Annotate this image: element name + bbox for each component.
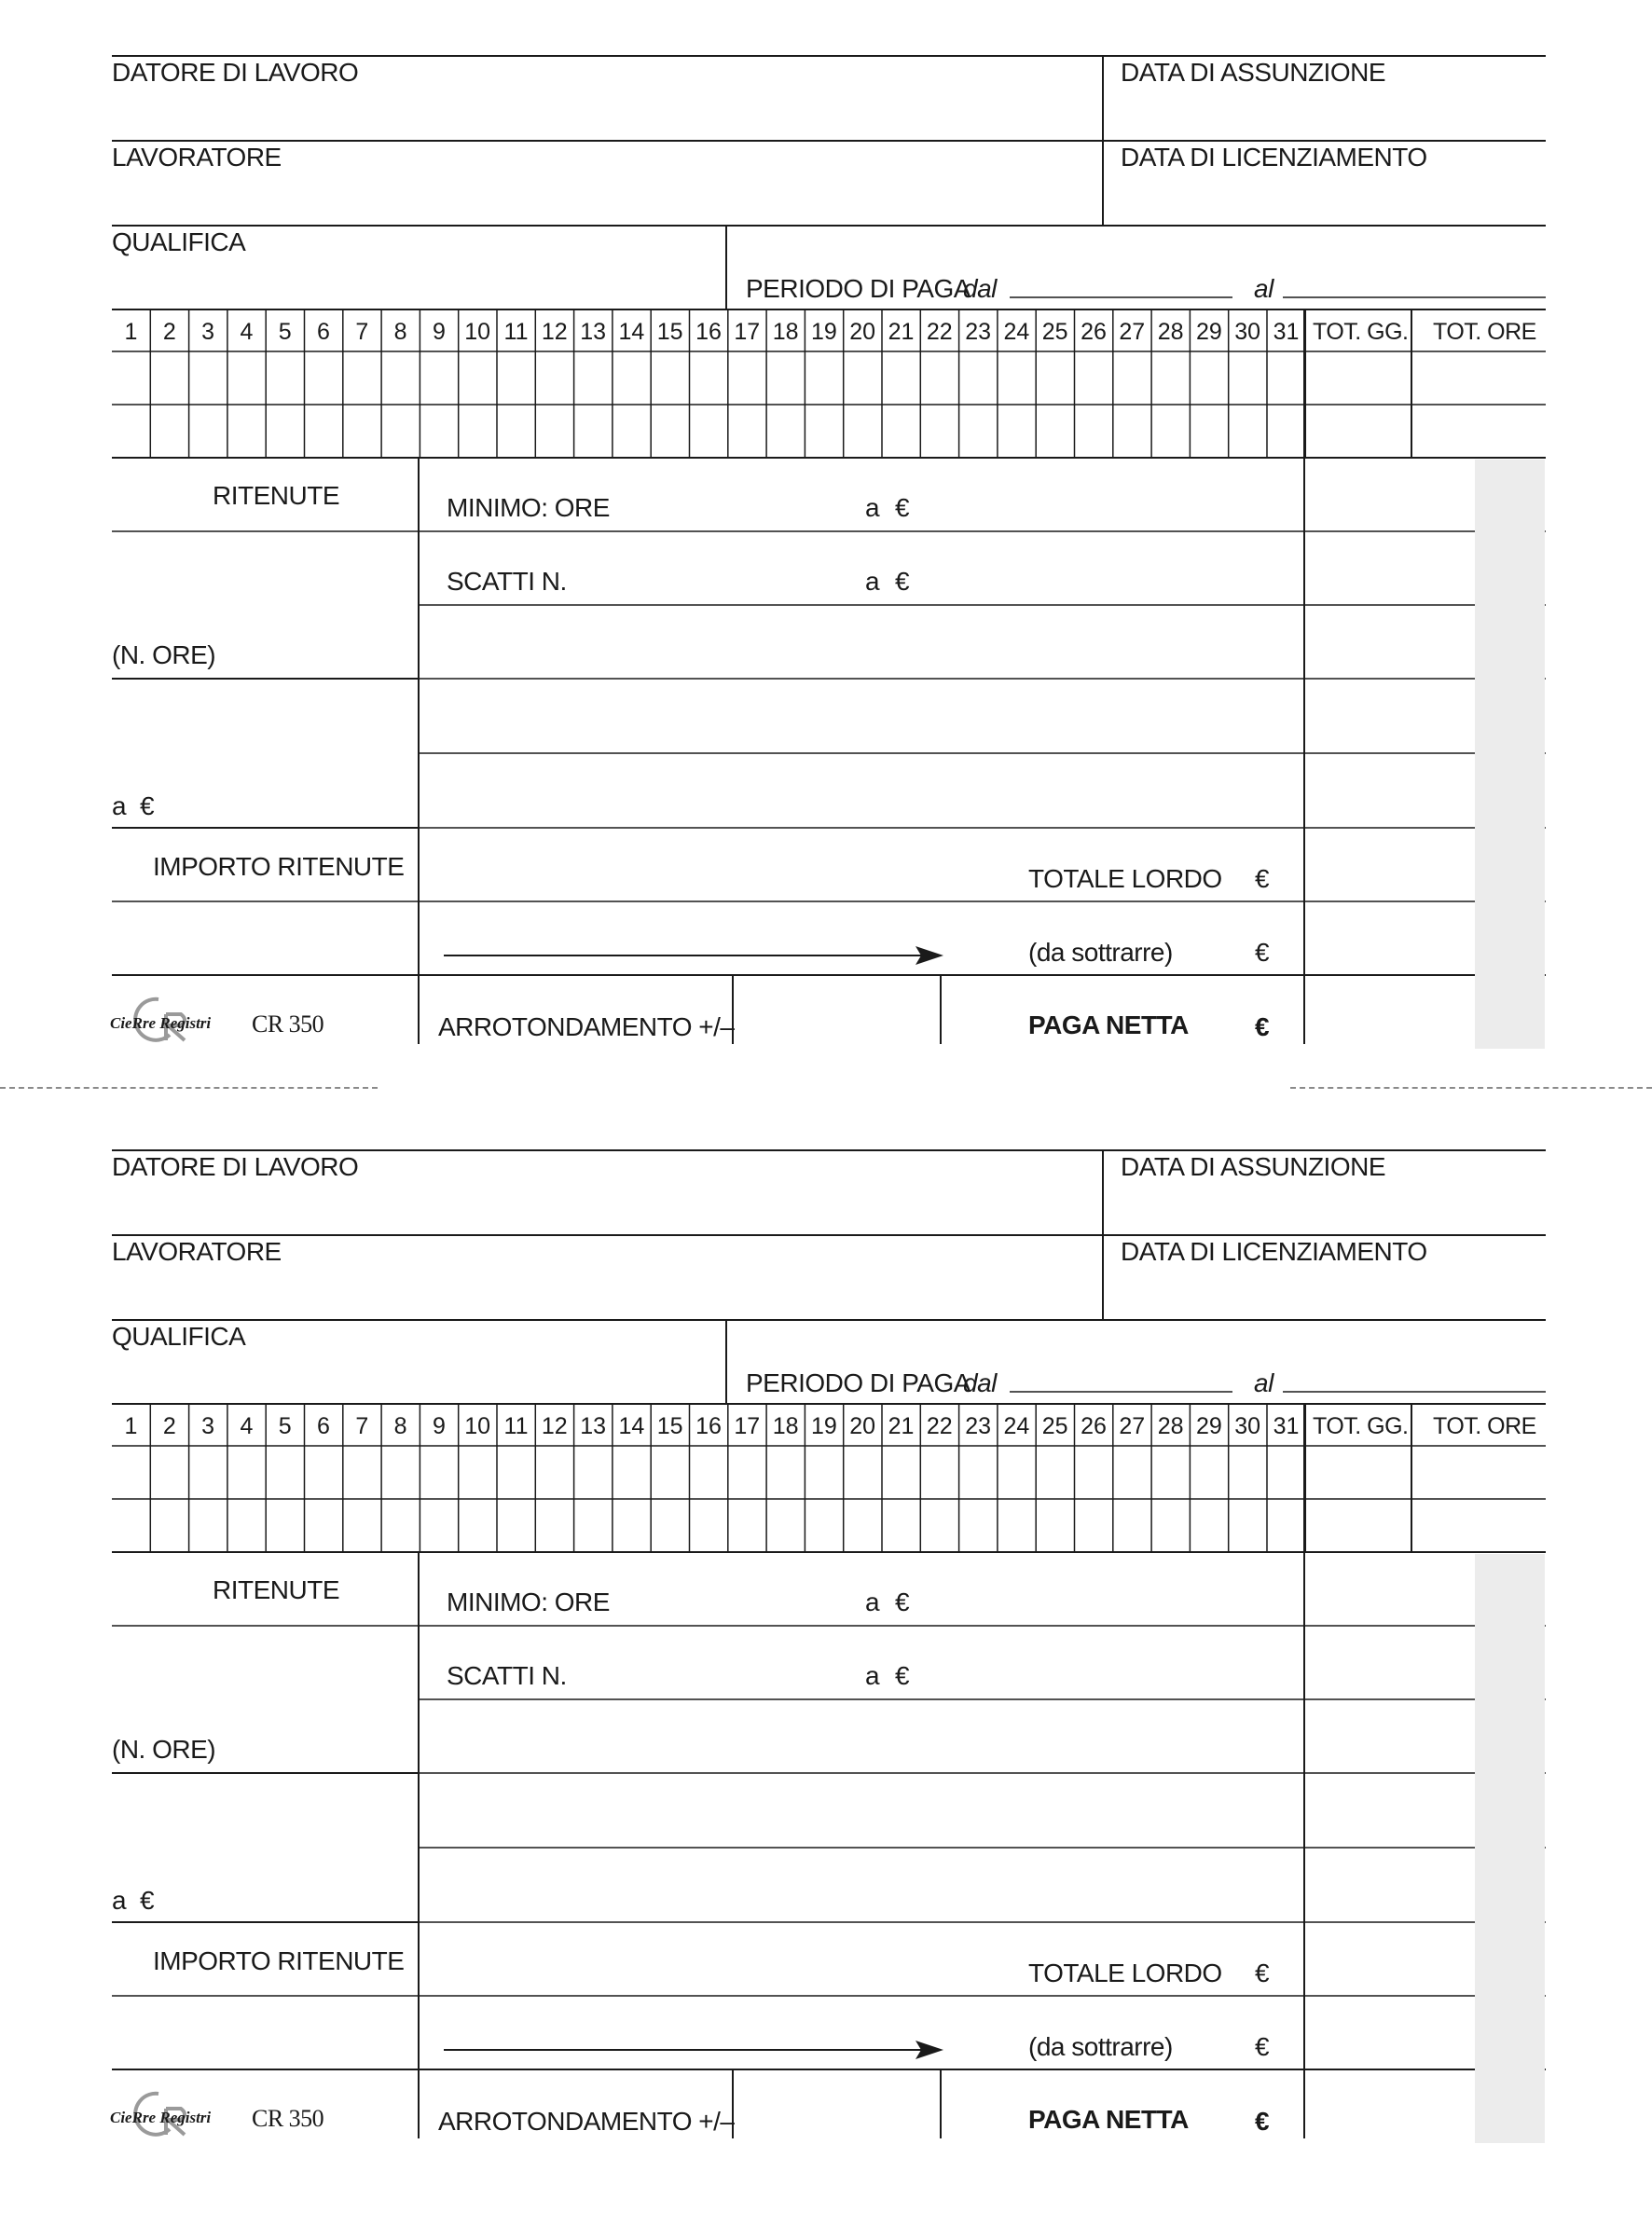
min-hours-currency: €: [895, 493, 910, 522]
net-pay-label: PAGA NETTA: [1028, 1010, 1189, 1039]
day-number: 6: [317, 319, 330, 345]
day-number: 19: [810, 1413, 837, 1439]
day-number: 8: [393, 319, 407, 345]
rounding-label: ARROTONDAMENTO +/–: [438, 1012, 735, 1041]
day-number: 2: [162, 1413, 176, 1439]
logo-text: CieRre Registri: [110, 1014, 212, 1032]
day-number: 23: [965, 1413, 991, 1439]
day-number: 2: [162, 319, 176, 345]
day-number: 5: [278, 319, 292, 345]
form-code: CR 350: [252, 1010, 324, 1038]
withholdings-label: RITENUTE: [213, 1575, 339, 1604]
hours-rate-currency: €: [140, 1886, 155, 1915]
to-subtract-label: (da sottrarre): [1028, 2032, 1173, 2061]
day-number: 21: [888, 319, 915, 345]
day-number: 21: [888, 1413, 915, 1439]
logo-text: CieRre Registri: [110, 2109, 212, 2126]
form-code: CR 350: [252, 2105, 324, 2132]
day-number: 22: [926, 1413, 953, 1439]
steps-rate-label: a: [865, 1661, 880, 1690]
tot-hours-label: TOT. ORE: [1433, 319, 1536, 345]
day-number: 17: [734, 319, 761, 345]
day-number: 12: [541, 319, 568, 345]
net-pay-label: PAGA NETTA: [1028, 2105, 1189, 2134]
steps-label: SCATTI N.: [447, 1661, 567, 1690]
day-number: 17: [734, 1413, 761, 1439]
day-number: 22: [926, 319, 953, 345]
day-number: 29: [1195, 319, 1222, 345]
day-number: 23: [965, 319, 991, 345]
worker-label: LAVORATORE: [112, 143, 282, 172]
day-number: 7: [355, 1413, 369, 1439]
day-number: 28: [1157, 319, 1184, 345]
hours-count-label: (N. ORE): [112, 640, 216, 669]
day-number: 25: [1041, 1413, 1068, 1439]
day-number: 10: [464, 319, 491, 345]
day-number: 14: [618, 319, 645, 345]
day-number: 7: [355, 319, 369, 345]
gross-total-label: TOTALE LORDO: [1028, 864, 1222, 893]
day-number: 30: [1234, 1413, 1261, 1439]
qualification-label: QUALIFICA: [112, 1322, 246, 1351]
steps-currency: €: [895, 567, 910, 596]
day-number: 3: [201, 1413, 215, 1439]
day-number: 27: [1119, 319, 1146, 345]
rounding-label: ARROTONDAMENTO +/–: [438, 2107, 735, 2136]
cierre-registri-logo: [110, 2073, 222, 2138]
gross-total-currency: €: [1255, 1959, 1270, 1987]
net-pay-currency: €: [1255, 1012, 1270, 1041]
day-number: 5: [278, 1413, 292, 1439]
day-number: 26: [1081, 1413, 1107, 1439]
day-number: 26: [1081, 319, 1107, 345]
day-number: 15: [656, 319, 683, 345]
day-number: 30: [1234, 319, 1261, 345]
employer-label: DATORE DI LAVORO: [112, 1152, 359, 1181]
day-number: 27: [1119, 1413, 1146, 1439]
day-number: 1: [124, 319, 138, 345]
day-number: 16: [695, 1413, 722, 1439]
hire-date-label: DATA DI ASSUNZIONE: [1121, 1152, 1386, 1181]
cut-line-right: [1290, 1087, 1652, 1089]
hours-rate-currency: €: [140, 791, 155, 820]
min-hours-rate-label: a: [865, 493, 880, 522]
day-number: 10: [464, 1413, 491, 1439]
day-number: 11: [503, 1413, 529, 1439]
pay-period-to-label: al: [1254, 274, 1273, 303]
tot-days-label: TOT. GG.: [1313, 1413, 1409, 1439]
employer-label: DATORE DI LAVORO: [112, 58, 359, 87]
day-number: 19: [810, 319, 837, 345]
termination-date-label: DATA DI LICENZIAMENTO: [1121, 143, 1427, 172]
to-subtract-currency: €: [1255, 938, 1270, 967]
cut-line-left: [0, 1087, 378, 1089]
worker-label: LAVORATORE: [112, 1237, 282, 1266]
pay-slip-bottom: [0, 1094, 1652, 2138]
day-number: 4: [240, 319, 254, 345]
min-hours-label: MINIMO: ORE: [447, 1588, 610, 1616]
day-number: 31: [1273, 1413, 1300, 1439]
amount-shaded-column: [1475, 1554, 1545, 2143]
withholdings-label: RITENUTE: [213, 481, 339, 510]
day-number: 20: [849, 1413, 876, 1439]
day-number: 29: [1195, 1413, 1222, 1439]
min-hours-rate-label: a: [865, 1588, 880, 1616]
hours-rate-label: a: [112, 791, 127, 820]
qualification-label: QUALIFICA: [112, 227, 246, 256]
day-number: 6: [317, 1413, 330, 1439]
day-number: 28: [1157, 1413, 1184, 1439]
withholdings-amount-label: IMPORTO RITENUTE: [153, 852, 405, 881]
amount-shaded-column: [1475, 460, 1545, 1049]
day-number: 31: [1273, 319, 1300, 345]
hours-count-label: (N. ORE): [112, 1735, 216, 1764]
gross-total-currency: €: [1255, 864, 1270, 893]
day-number: 8: [393, 1413, 407, 1439]
pay-period-label: PERIODO DI PAGA: [746, 274, 971, 303]
pay-slip-top: [0, 0, 1652, 1044]
logo-mark-icon: [110, 2073, 222, 2138]
day-number: 9: [432, 319, 446, 345]
hire-date-label: DATA DI ASSUNZIONE: [1121, 58, 1386, 87]
min-hours-currency: €: [895, 1588, 910, 1616]
day-number: 12: [541, 1413, 568, 1439]
day-number: 24: [1003, 319, 1030, 345]
day-number: 18: [772, 319, 799, 345]
logo-mark-icon: [110, 979, 222, 1044]
day-number: 15: [656, 1413, 683, 1439]
cierre-registri-logo: [110, 979, 222, 1044]
pay-period-from-label: dal: [963, 1368, 997, 1397]
pay-period-label: PERIODO DI PAGA: [746, 1368, 971, 1397]
gross-total-label: TOTALE LORDO: [1028, 1959, 1222, 1987]
day-number: 24: [1003, 1413, 1030, 1439]
day-number: 14: [618, 1413, 645, 1439]
steps-currency: €: [895, 1661, 910, 1690]
day-number: 9: [432, 1413, 446, 1439]
min-hours-label: MINIMO: ORE: [447, 493, 610, 522]
day-number: 25: [1041, 319, 1068, 345]
to-subtract-label: (da sottrarre): [1028, 938, 1173, 967]
day-number: 11: [503, 319, 529, 345]
pay-period-to-label: al: [1254, 1368, 1273, 1397]
day-number: 4: [240, 1413, 254, 1439]
withholdings-amount-label: IMPORTO RITENUTE: [153, 1946, 405, 1975]
termination-date-label: DATA DI LICENZIAMENTO: [1121, 1237, 1427, 1266]
net-pay-currency: €: [1255, 2107, 1270, 2136]
hours-rate-label: a: [112, 1886, 127, 1915]
to-subtract-currency: €: [1255, 2032, 1270, 2061]
steps-label: SCATTI N.: [447, 567, 567, 596]
day-number: 1: [124, 1413, 138, 1439]
day-number: 13: [580, 319, 606, 345]
day-number: 20: [849, 319, 876, 345]
tot-days-label: TOT. GG.: [1313, 319, 1409, 345]
day-number: 16: [695, 319, 722, 345]
day-number: 18: [772, 1413, 799, 1439]
pay-period-from-label: dal: [963, 274, 997, 303]
day-number: 13: [580, 1413, 606, 1439]
day-number: 3: [201, 319, 215, 345]
tot-hours-label: TOT. ORE: [1433, 1413, 1536, 1439]
steps-rate-label: a: [865, 567, 880, 596]
